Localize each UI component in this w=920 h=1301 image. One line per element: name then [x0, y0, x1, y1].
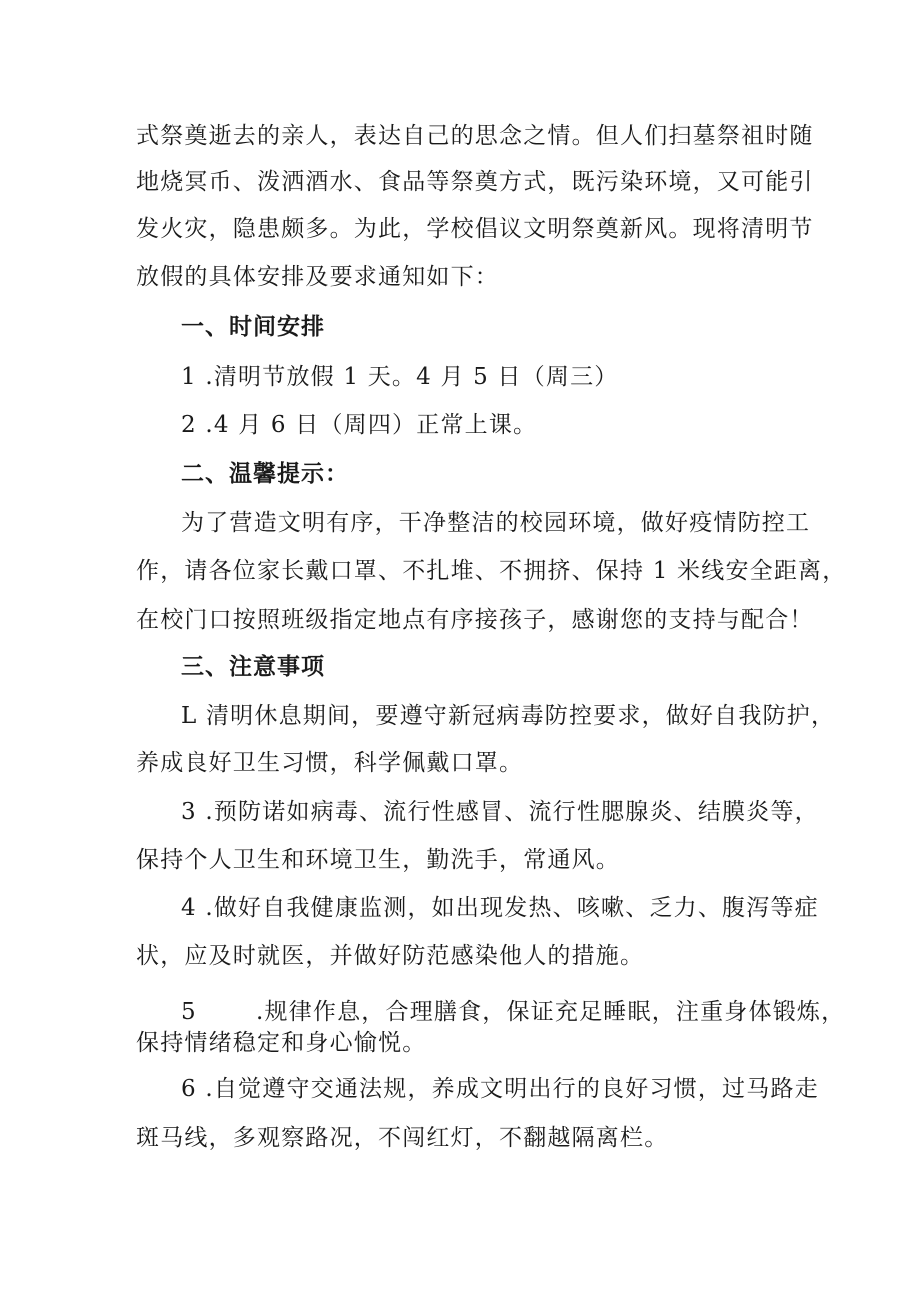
intro-line-4: 放假的具体安排及要求通知如下：: [136, 264, 499, 290]
notes-item-4-line-1: 4 .做好自我健康监测，如出现发热、咳嗽、乏力、腹泻等症: [181, 895, 819, 921]
section-heading-time-arrangement: 一、时间安排: [181, 314, 325, 340]
notes-item-6-line-2: 斑马线，多观察路况，不闯红灯，不翻越隔离栏。: [136, 1125, 669, 1151]
time-item-2: 2 .4 月 6 日（周四）正常上课。: [181, 412, 538, 438]
intro-line-1: 式祭奠逝去的亲人，表达自己的思念之情。但人们扫墓祭祖时随: [136, 123, 814, 149]
tips-line-2: 作，请各位家长戴口罩、不扎堆、不拥挤、保持 1 米线安全距离，: [136, 558, 847, 584]
notes-item-1-line-1: L 清明休息期间，要遵守新冠病毒防控要求，做好自我防护，: [181, 703, 836, 729]
intro-line-3: 发火灾，隐患颇多。为此，学校倡议文明祭奠新风。现将清明节: [136, 216, 814, 242]
notes-item-5-line-1: .规律作息，合理膳食，保证充足睡眠，注重身体锻炼，: [256, 999, 846, 1025]
intro-line-2: 地烧冥币、泼洒酒水、食品等祭奠方式，既污染环境，又可能引: [136, 169, 814, 195]
notes-item-3-line-1: 3 .预防诺如病毒、流行性感冒、流行性腮腺炎、结膜炎等，: [181, 799, 819, 825]
notes-item-4-line-2: 状，应及时就医，并做好防范感染他人的措施。: [136, 943, 645, 969]
notes-item-6-line-1: 6 .自觉遵守交通法规，养成文明出行的良好习惯，过马路走: [181, 1076, 819, 1102]
notes-item-5-line-2: 保持情绪稳定和身心愉悦。: [136, 1030, 427, 1056]
time-item-1: 1 .清明节放假 1 天。4 月 5 日（周三）: [181, 364, 619, 390]
section-heading-warm-tips: 二、温馨提示：: [181, 461, 349, 487]
tips-line-3: 在校门口按照班级指定地点有序接孩子，感谢您的支持与配合！: [136, 607, 814, 633]
tips-line-1: 为了营造文明有序，干净整洁的校园环境，做好疫情防控工: [181, 510, 811, 536]
section-heading-notes: 三、注意事项: [181, 654, 325, 680]
notes-item-3-line-2: 保持个人卫生和环境卫生，勤洗手，常通风。: [136, 847, 620, 873]
notes-item-1-line-2: 养成良好卫生习惯，科学佩戴口罩。: [136, 750, 524, 776]
notes-item-5-number: 5: [181, 999, 197, 1025]
